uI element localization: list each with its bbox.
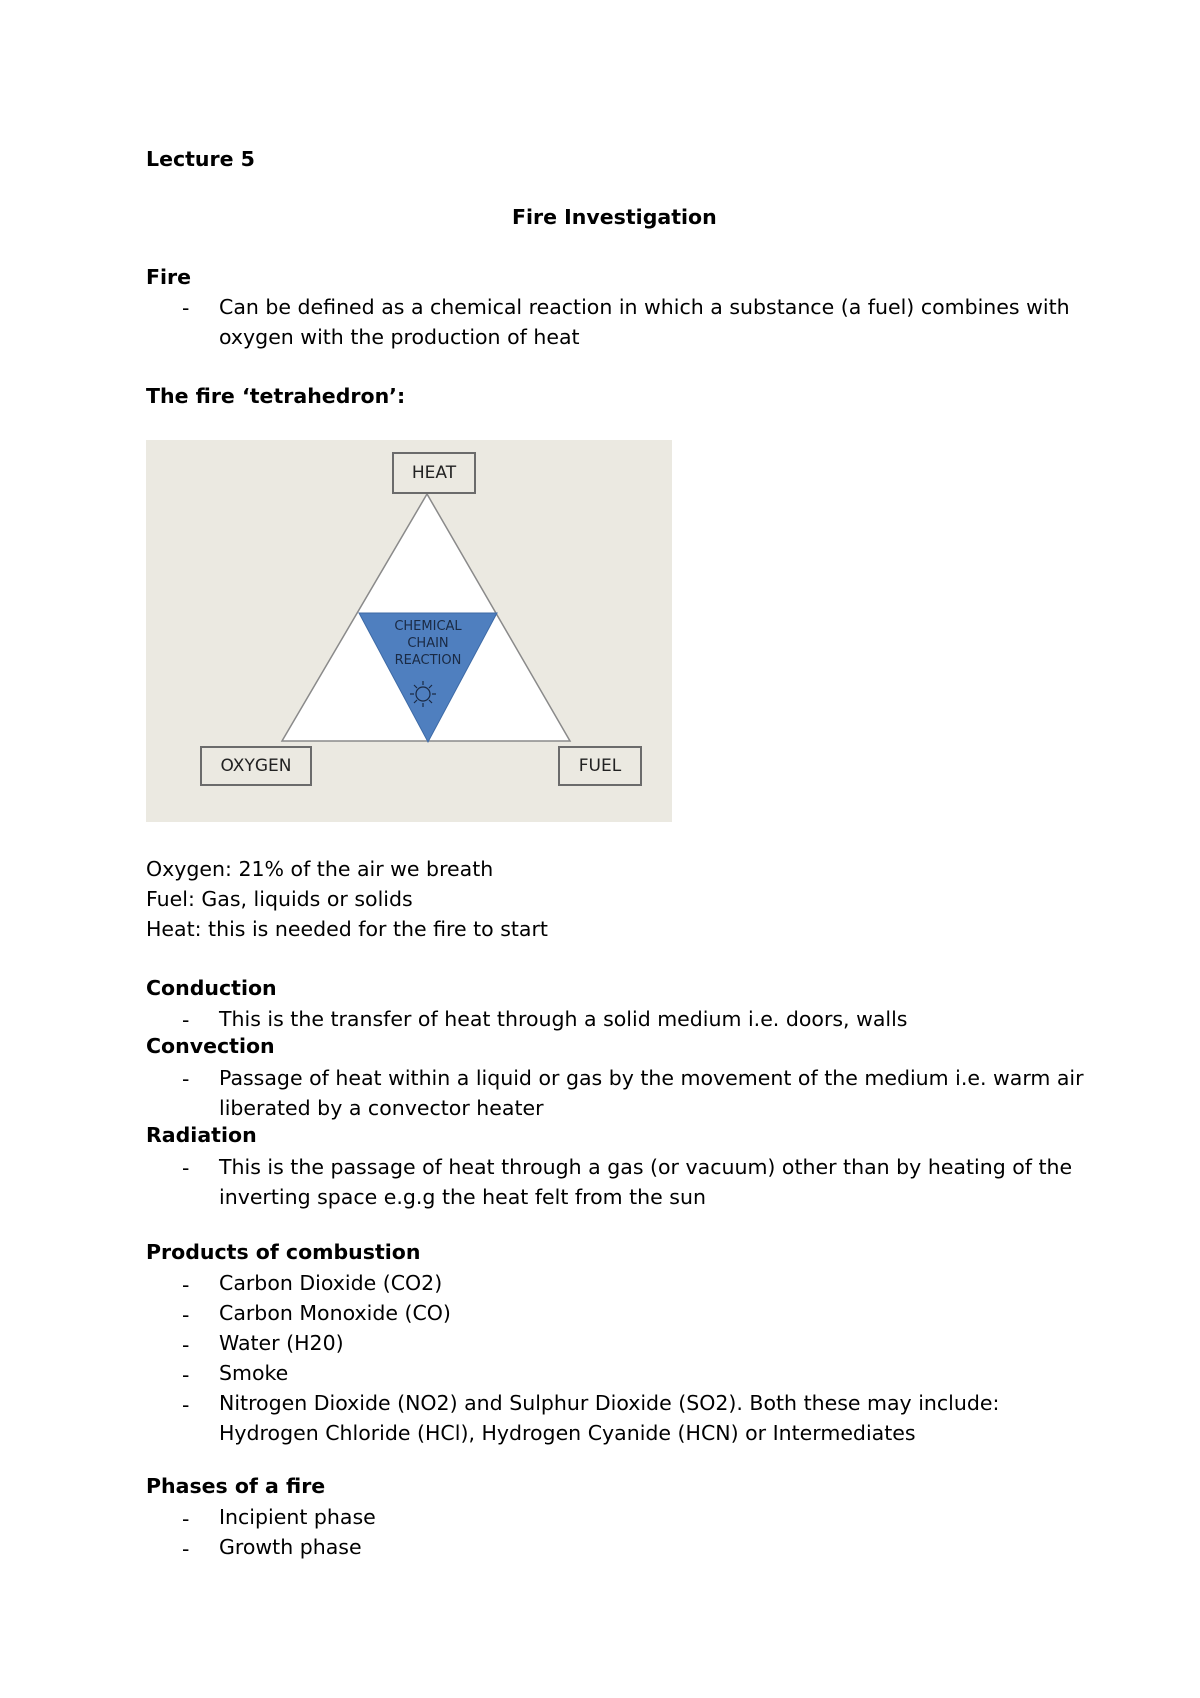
list-item: Nitrogen Dioxide (NO2) and Sulphur Dioxide (SO2). Both these may include: bbox=[219, 1391, 1000, 1415]
bullet-dash: - bbox=[182, 1393, 190, 1417]
heat-label: HEAT bbox=[392, 452, 476, 494]
products-dashes bbox=[182, 1270, 189, 1420]
bullet-dash: - bbox=[182, 1363, 190, 1387]
page-title: Fire Investigation bbox=[512, 205, 717, 229]
bullet-text-radiation bbox=[219, 1152, 1072, 1212]
definition-heat: Heat: this is needed for the fire to start bbox=[146, 917, 548, 941]
bullet-line: liberated by a convector heater bbox=[219, 1096, 544, 1120]
bullet-line: This is the passage of heat through a gas (or vacuum) other than by heating of the bbox=[219, 1155, 1073, 1179]
section-heading-phases: Phases of a fire bbox=[146, 1474, 326, 1498]
bullet-line: inverting space e.g.g the heat felt from the sun bbox=[219, 1185, 706, 1209]
definition-oxygen: Oxygen: 21% of the air we breath bbox=[146, 857, 494, 881]
bullet-dash: - bbox=[182, 1537, 190, 1561]
bullet-line: Passage of heat within a liquid or gas by the movement of the medium i.e. warm air bbox=[219, 1066, 1084, 1090]
phases-dashes bbox=[182, 1504, 189, 1564]
list-item: Incipient phase bbox=[219, 1505, 376, 1529]
bullet-text-conduction bbox=[219, 1004, 907, 1034]
oxygen-label: OXYGEN bbox=[200, 746, 312, 786]
bullet-text-fire-1 bbox=[219, 292, 1070, 352]
bullet-dash: - bbox=[182, 296, 190, 320]
bullet-line: oxygen with the production of heat bbox=[219, 325, 580, 349]
bullet-line: This is the transfer of heat through a solid medium i.e. doors, walls bbox=[219, 1007, 908, 1031]
list-item: Hydrogen Chloride (HCl), Hydrogen Cyanide (HCN) or Intermediates bbox=[219, 1421, 916, 1445]
list-item: Carbon Monoxide (CO) bbox=[219, 1301, 451, 1325]
fire-tetrahedron-diagram bbox=[146, 440, 672, 822]
list-item: Water (H20) bbox=[219, 1331, 344, 1355]
bullet-dash: - bbox=[182, 1507, 190, 1531]
list-item: Growth phase bbox=[219, 1535, 362, 1559]
bullet-line: Can be defined as a chemical reaction in which a substance (a fuel) combines with bbox=[219, 295, 1070, 319]
bullet-dash: - bbox=[182, 1333, 190, 1357]
center-line: CHEMICAL bbox=[394, 619, 462, 634]
bullet-dash: - bbox=[182, 1067, 190, 1091]
section-heading-products: Products of combustion bbox=[146, 1240, 421, 1264]
fuel-label: FUEL bbox=[558, 746, 642, 786]
bullet-dash: - bbox=[182, 1008, 190, 1032]
section-heading-radiation: Radiation bbox=[146, 1123, 257, 1147]
bullet-dash: - bbox=[182, 1156, 190, 1180]
section-heading-fire: Fire bbox=[146, 265, 192, 289]
phases-list bbox=[219, 1502, 376, 1562]
list-item: Carbon Dioxide (CO2) bbox=[219, 1271, 443, 1295]
center-line: CHAIN bbox=[407, 636, 449, 651]
center-line: REACTION bbox=[394, 653, 462, 668]
definitions-block bbox=[146, 854, 548, 944]
bullet-text-convection bbox=[219, 1063, 1084, 1123]
lecture-label: Lecture 5 bbox=[146, 147, 255, 171]
definition-fuel: Fuel: Gas, liquids or solids bbox=[146, 887, 413, 911]
section-heading-conduction: Conduction bbox=[146, 976, 277, 1000]
chemical-chain-reaction-label bbox=[376, 618, 480, 669]
products-list bbox=[219, 1268, 999, 1448]
section-heading-tetrahedron: The fire ‘tetrahedron’: bbox=[146, 384, 406, 408]
section-heading-convection: Convection bbox=[146, 1034, 275, 1058]
list-item: Smoke bbox=[219, 1361, 289, 1385]
bullet-dash: - bbox=[182, 1303, 190, 1327]
bullet-dash: - bbox=[182, 1273, 190, 1297]
